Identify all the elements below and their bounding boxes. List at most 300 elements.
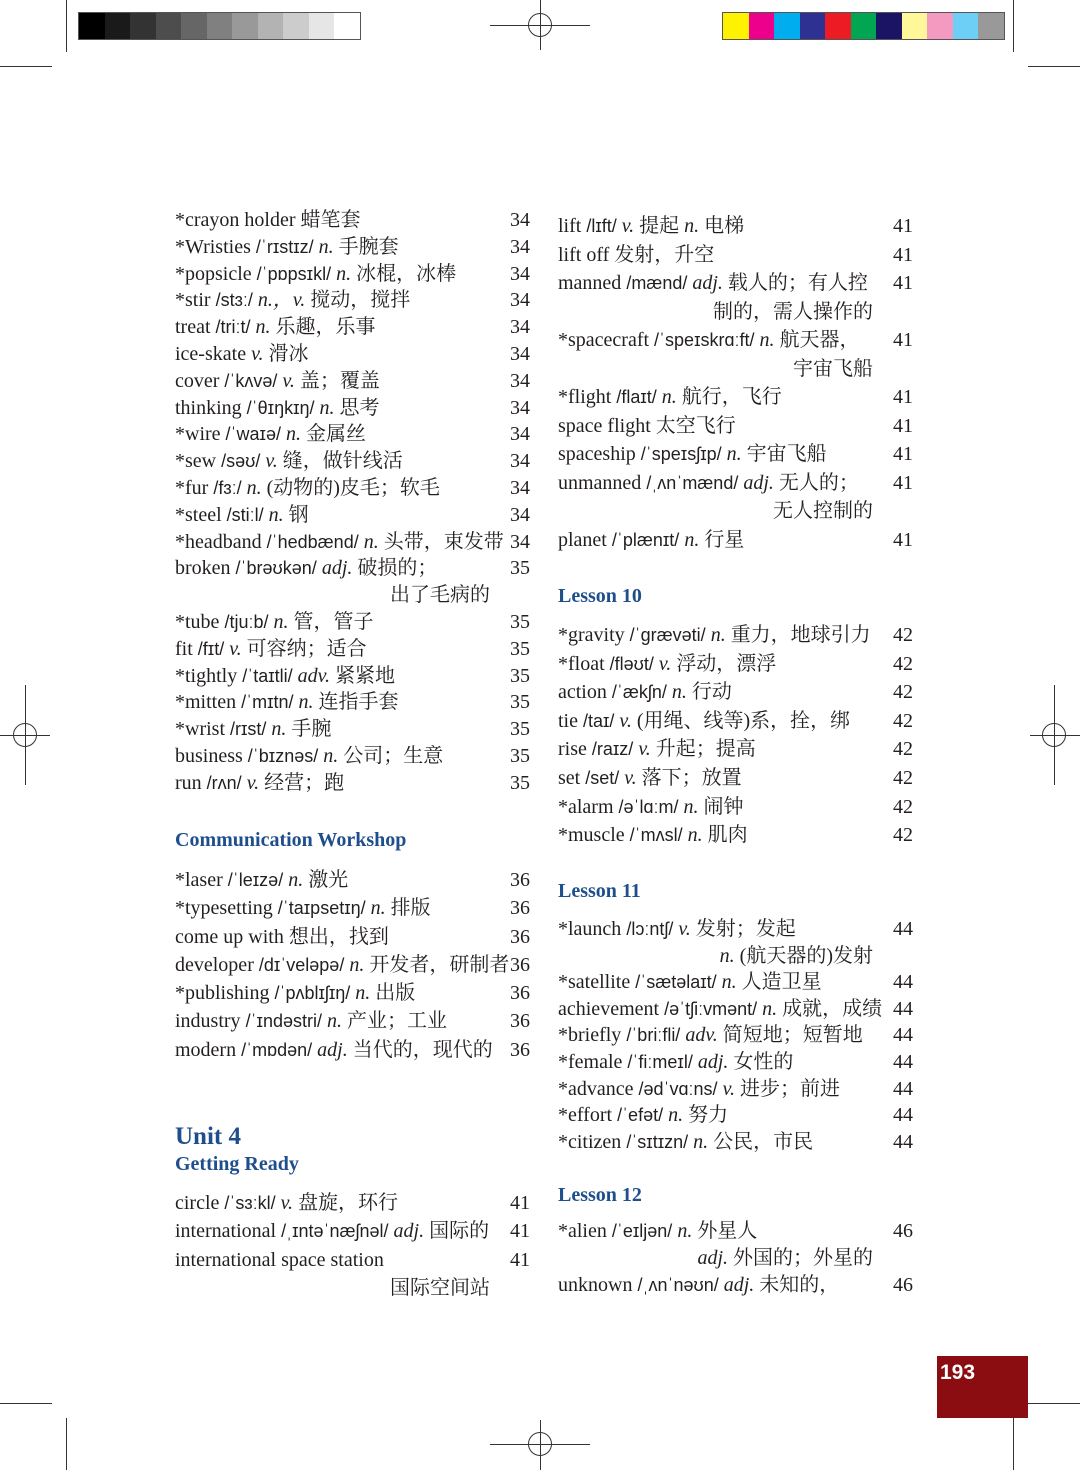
definition: 航天器， — [779, 329, 860, 351]
part-of-speech: n. — [319, 396, 335, 419]
part-of-speech: adv. — [685, 1024, 718, 1047]
definition: 激光 — [308, 869, 349, 891]
headword: *laser — [175, 869, 223, 891]
phonetic: /ˈɡrævəti/ — [629, 625, 706, 645]
definition: 想出，找到 — [288, 925, 389, 948]
page-reference: 34 — [510, 450, 530, 473]
definition: 落下；放置 — [641, 766, 742, 789]
phonetic: /ˈsɜːkl/ — [224, 1193, 276, 1213]
phonetic: /ˈfiːmeɪl/ — [627, 1051, 693, 1072]
phonetic: /ˈkʌvə/ — [224, 370, 278, 391]
entry-text — [558, 1129, 813, 1156]
page-reference: 35 — [510, 691, 530, 714]
definition: 人造卫星 — [741, 971, 822, 994]
page-reference: 36 — [510, 925, 530, 948]
definition: 制的，需人操作的 — [713, 300, 873, 323]
vocab-list-lesson-10 — [558, 621, 913, 850]
color-swatch — [232, 13, 258, 39]
definition: 盖；覆盖 — [299, 369, 380, 392]
vocab-list-getting-ready — [175, 1189, 530, 1302]
phonetic: /ˈbriːfli/ — [626, 1025, 681, 1046]
vocab-entry — [558, 469, 913, 498]
page-reference: 42 — [893, 681, 913, 704]
part-of-speech: n. — [684, 528, 700, 551]
definition: 出版 — [375, 982, 416, 1005]
entry-text — [175, 770, 344, 797]
color-swatch — [978, 13, 1004, 39]
page-reference: 42 — [893, 709, 913, 732]
section-heading-lesson-12: Lesson 12 — [558, 1184, 642, 1206]
vocab-list-lesson-12 — [558, 1218, 913, 1299]
definition: 行动 — [691, 681, 732, 704]
phonetic: /ˈleɪzə/ — [227, 870, 284, 890]
headword: cover — [175, 369, 220, 392]
part-of-speech: v. — [282, 369, 295, 392]
definition: 搅动，搅拌 — [310, 289, 411, 312]
definition: 管，管子 — [293, 610, 374, 633]
phonetic: /ˌʌnˈnəʊn/ — [637, 1275, 719, 1295]
crop-mark — [1013, 0, 1014, 52]
definition: 出了毛病的 — [390, 584, 490, 607]
phonetic: /ˈmɪtn/ — [241, 692, 294, 713]
vocab-entry — [175, 923, 530, 951]
part-of-speech: n. — [255, 316, 271, 339]
page-reference: 35 — [510, 718, 530, 741]
page-reference: 44 — [893, 918, 913, 940]
part-of-speech: adj. — [692, 272, 723, 294]
part-of-speech: n.，v. — [257, 289, 306, 312]
part-of-speech: v. — [624, 766, 637, 789]
headword: modern — [175, 1038, 237, 1061]
vocab-entry — [175, 314, 530, 341]
vocab-entry — [558, 212, 913, 241]
definition: 浮动，漂浮 — [676, 652, 777, 675]
part-of-speech: n. — [370, 897, 386, 920]
page-reference: 36 — [510, 897, 530, 920]
part-of-speech: adj. — [723, 1274, 755, 1296]
headword: *steel — [175, 503, 222, 526]
vocab-entry — [175, 866, 530, 894]
vocab-entry — [558, 326, 913, 355]
page-reference: 36 — [510, 1010, 530, 1033]
entry-text — [175, 923, 389, 951]
crop-mark — [66, 0, 67, 52]
page-reference: 34 — [510, 423, 530, 446]
phonetic: /əˈtʃiːvmənt/ — [664, 998, 758, 1019]
headword: lift off — [558, 243, 610, 266]
page-reference: 34 — [510, 235, 530, 258]
color-swatch — [749, 13, 775, 39]
part-of-speech: n. — [349, 953, 365, 976]
color-swatch — [181, 13, 207, 39]
page-reference: 42 — [893, 795, 913, 818]
vocab-entry — [175, 716, 530, 743]
vocab-entry — [175, 234, 530, 261]
entry-text — [558, 969, 822, 996]
headword: *crayon holder — [175, 209, 296, 231]
headword: industry — [175, 1010, 241, 1033]
vocab-entry — [175, 1189, 530, 1217]
phonetic: /ˈsætəlaɪt/ — [635, 972, 717, 993]
page-reference: 42 — [893, 824, 913, 847]
headword: *sew — [175, 450, 217, 473]
definition: 努力 — [688, 1104, 729, 1127]
part-of-speech: n. — [668, 1104, 684, 1127]
vocab-entry — [175, 341, 530, 368]
vocab-list-lesson-11 — [558, 916, 913, 1155]
vocab-entry — [558, 1218, 913, 1245]
page-reference: 44 — [893, 1077, 913, 1100]
page-number: 193 — [940, 1361, 976, 1384]
part-of-speech: n. — [273, 610, 289, 633]
page-reference: 44 — [893, 1024, 913, 1047]
registration-circle — [528, 13, 552, 37]
headword: *stir — [175, 289, 211, 312]
part-of-speech: v. — [229, 637, 242, 660]
vocab-entry — [175, 502, 530, 529]
page-reference: 41 — [893, 471, 913, 494]
headword: *flight — [558, 386, 612, 408]
page-reference: 44 — [893, 997, 913, 1020]
part-of-speech: n. — [336, 262, 352, 285]
vocab-entry — [175, 261, 530, 288]
color-swatch — [902, 13, 928, 39]
section-heading-communication-workshop: Communication Workshop — [175, 829, 407, 851]
vocab-entry — [175, 663, 530, 690]
entry-text — [558, 1022, 863, 1049]
headword: spaceship — [558, 443, 636, 465]
vocab-entry — [558, 793, 913, 822]
definition-continuation — [558, 497, 913, 526]
vocab-entry — [558, 241, 913, 270]
page-reference: 41 — [893, 386, 913, 408]
page-reference: 41 — [893, 215, 913, 237]
part-of-speech: n. — [693, 1130, 709, 1153]
headword: planet — [558, 528, 607, 551]
part-of-speech: v. — [251, 342, 264, 365]
definition-continuation — [558, 1245, 913, 1272]
phonetic: /ˈpʌblɪʃɪŋ/ — [274, 983, 351, 1004]
vocab-entry — [558, 1102, 913, 1129]
part-of-speech: v. — [678, 918, 691, 940]
definition: 冰棍，冰棒 — [356, 262, 457, 285]
part-of-speech: n. — [719, 944, 735, 967]
definition: 提起 — [639, 215, 680, 237]
page-reference: 35 — [510, 771, 530, 794]
definition: 成就，成绩 — [782, 997, 883, 1020]
part-of-speech: adj. — [697, 1050, 729, 1073]
definition: 电梯 — [704, 215, 745, 237]
definition: 重力，地球引力 — [730, 624, 871, 646]
color-swatch — [130, 13, 156, 39]
entry-text — [558, 707, 850, 736]
entry-text — [175, 866, 348, 894]
phonetic: /ˈbrəʊkən/ — [235, 558, 317, 579]
definition: 发射，升空 — [614, 243, 715, 266]
vocab-entry — [558, 650, 913, 679]
color-swatch — [953, 13, 979, 39]
headword: *tube — [175, 610, 220, 633]
headword: *spacecraft — [558, 329, 650, 351]
entry-text — [175, 979, 415, 1007]
headword: tie — [558, 709, 578, 732]
entry-text — [558, 621, 871, 650]
page-reference: 44 — [893, 1050, 913, 1073]
phonetic: /ˈtaɪtli/ — [242, 665, 293, 686]
headword: thinking — [175, 396, 242, 419]
phonetic: /stiːl/ — [226, 504, 264, 525]
headword: *alien — [558, 1220, 607, 1242]
definition-continuation — [558, 298, 913, 327]
definition: 闹钟 — [703, 795, 744, 818]
entry-text — [558, 793, 744, 822]
color-swatch — [258, 13, 284, 39]
definition: 发射；发起 — [695, 918, 796, 940]
definition: 盘旋，环行 — [298, 1192, 399, 1214]
headword: *fur — [175, 476, 209, 499]
vocab-entry — [175, 1036, 530, 1064]
headword: unknown — [558, 1274, 633, 1296]
color-swatch — [207, 13, 233, 39]
vocab-entry — [558, 969, 913, 996]
headword: *wire — [175, 423, 221, 446]
crop-mark — [0, 66, 52, 67]
headword: *advance — [558, 1077, 634, 1100]
page-reference: 36 — [510, 869, 530, 891]
entry-text — [175, 368, 380, 395]
entry-text — [175, 1189, 398, 1217]
entry-text — [175, 475, 440, 502]
entry-text — [558, 440, 827, 469]
vocab-entry — [558, 526, 913, 555]
definition: 公司；生意 — [343, 744, 444, 767]
entry-text — [558, 650, 776, 679]
definition-continuation — [558, 355, 913, 384]
part-of-speech: v. — [638, 738, 651, 761]
definition: 载人的；有人控 — [727, 272, 868, 294]
entry-text — [558, 916, 796, 943]
page-reference: 35 — [510, 664, 530, 687]
definition: 破损的； — [357, 557, 438, 580]
headword: *briefly — [558, 1024, 622, 1047]
definition: 女性的 — [733, 1050, 794, 1073]
color-swatch — [105, 13, 131, 39]
headword: circle — [175, 1192, 220, 1214]
entry-text — [558, 241, 714, 270]
definition: 思考 — [339, 396, 380, 419]
page-reference: 44 — [893, 971, 913, 994]
definition-continuation — [558, 943, 913, 970]
color-swatch — [309, 13, 335, 39]
headword: *mitten — [175, 691, 237, 714]
headword: *typesetting — [175, 897, 273, 920]
vocab-list-communication-workshop — [175, 866, 530, 1064]
vocab-entry — [558, 996, 913, 1023]
vocab-entry — [558, 678, 913, 707]
vocab-list-unit3-part1 — [175, 207, 530, 797]
part-of-speech: n. — [684, 215, 700, 237]
vocab-entry — [558, 707, 913, 736]
entry-text — [558, 412, 736, 441]
definition: 手腕套 — [338, 235, 399, 258]
entry-text — [175, 609, 373, 636]
definition-continuation — [175, 582, 530, 609]
phonetic: /ədˈvɑːns/ — [638, 1078, 718, 1099]
phonetic: /dɪˈveləpə/ — [258, 954, 345, 975]
page-reference: 36 — [510, 1038, 530, 1061]
entry-text — [175, 234, 399, 261]
definition: (用绳、线等)系，拴，绑 — [636, 709, 851, 732]
definition-continuation — [175, 1274, 530, 1302]
color-swatch — [927, 13, 953, 39]
section-heading-lesson-11: Lesson 11 — [558, 880, 641, 902]
definition: 排版 — [390, 897, 431, 920]
page-reference: 35 — [510, 557, 530, 580]
headword: *tightly — [175, 664, 238, 687]
headword: *publishing — [175, 982, 270, 1005]
phonetic: /tjuːb/ — [224, 611, 269, 632]
definition: 外星人 — [697, 1220, 758, 1242]
entry-text — [175, 207, 361, 234]
entry-text — [175, 555, 437, 582]
definition: 未知的， — [759, 1274, 840, 1296]
entry-text — [175, 1246, 384, 1274]
phonetic: /raɪz/ — [591, 739, 634, 760]
vocab-entry — [558, 1129, 913, 1156]
vocab-entry — [558, 916, 913, 943]
vocab-entry — [175, 743, 530, 770]
page-reference: 34 — [510, 476, 530, 499]
page-reference: 34 — [510, 396, 530, 419]
vocab-entry — [175, 689, 530, 716]
page-reference: 36 — [510, 982, 530, 1005]
definition: 宇宙飞船 — [793, 357, 873, 380]
page-reference: 35 — [510, 744, 530, 767]
part-of-speech: v. — [280, 1192, 294, 1214]
entry-text — [175, 287, 410, 314]
phonetic: /lɔːntʃ/ — [626, 919, 674, 939]
page-reference: 34 — [510, 530, 530, 553]
definition: 钢 — [288, 503, 309, 526]
headword: *alarm — [558, 795, 614, 818]
color-swatch — [334, 13, 360, 39]
headword: rise — [558, 738, 587, 761]
definition: 头带，束发带 — [383, 530, 504, 553]
phonetic: /ˈækʃn/ — [611, 682, 667, 703]
headword: come up with — [175, 925, 284, 948]
vocab-entry — [175, 1007, 530, 1035]
definition: (航天器的)发射 — [739, 944, 873, 967]
definition: 太空飞行 — [655, 414, 736, 437]
crop-mark — [1028, 1403, 1080, 1404]
part-of-speech: n. — [683, 795, 699, 818]
headword: *launch — [558, 918, 622, 940]
part-of-speech: v. — [621, 215, 635, 237]
entry-text — [558, 1049, 793, 1076]
vocab-entry — [175, 1246, 530, 1274]
page-reference: 41 — [510, 1248, 530, 1271]
page-reference: 34 — [510, 316, 530, 339]
entry-text — [558, 764, 742, 793]
phonetic: /ˌʌnˈmænd/ — [646, 472, 739, 493]
phonetic: /ˈefət/ — [617, 1105, 664, 1126]
definition: 乐趣，乐事 — [275, 316, 376, 339]
part-of-speech: n. — [661, 386, 677, 408]
color-swatch — [825, 13, 851, 39]
registration-circle — [1042, 723, 1066, 747]
phonetic: /ˈɪndəstri/ — [245, 1011, 322, 1032]
entry-text — [558, 735, 756, 764]
definition: 航行，飞行 — [681, 386, 782, 408]
page-reference: 34 — [510, 289, 530, 312]
headword: *wrist — [175, 718, 225, 741]
page-reference: 35 — [510, 637, 530, 660]
part-of-speech: n. — [721, 971, 737, 994]
part-of-speech: n. — [671, 681, 687, 704]
phonetic: /fɜː/ — [213, 477, 242, 498]
color-swatch — [800, 13, 826, 39]
part-of-speech: n. — [762, 997, 778, 1020]
phonetic: /ˈspeɪskrɑːft/ — [654, 330, 755, 350]
entry-text — [175, 716, 331, 743]
entry-text — [175, 1217, 489, 1245]
part-of-speech: adj. — [321, 557, 353, 580]
phonetic: /ˈwaɪə/ — [225, 424, 281, 445]
phonetic: /ˈmɒdən/ — [241, 1039, 313, 1060]
entry-text — [175, 395, 380, 422]
phonetic: /mænd/ — [626, 273, 688, 293]
crop-mark — [1013, 1418, 1014, 1470]
headword: *satellite — [558, 971, 631, 994]
definition: 公民，市民 — [713, 1130, 814, 1153]
vocab-entry — [558, 269, 913, 298]
page-reference: 42 — [893, 766, 913, 789]
phonetic: /ˌɪntəˈnæʃnəl/ — [281, 1221, 389, 1242]
vocab-entry — [175, 207, 530, 234]
entry-text — [175, 1036, 493, 1064]
phonetic: /ˈsɪtɪzn/ — [626, 1131, 689, 1152]
headword: *headband — [175, 530, 262, 553]
vocab-entry — [175, 368, 530, 395]
headword: achievement — [558, 997, 660, 1020]
vocab-entry — [175, 395, 530, 422]
page-reference: 41 — [893, 243, 913, 266]
page-reference: 41 — [893, 329, 913, 351]
phonetic: /triːt/ — [215, 317, 251, 338]
phonetic: /ˈrɪstɪz/ — [255, 236, 314, 257]
definition: (动物的)皮毛；软毛 — [266, 476, 440, 499]
definition: 肌肉 — [707, 824, 748, 847]
entry-text — [175, 894, 431, 922]
part-of-speech: v. — [722, 1077, 735, 1100]
definition: 国际空间站 — [390, 1276, 490, 1299]
unit-subtitle: Getting Ready — [175, 1153, 299, 1175]
headword: international — [175, 1220, 277, 1243]
phonetic: /ˈhedbænd/ — [266, 531, 359, 552]
headword: ice-skate — [175, 342, 247, 365]
entry-text — [558, 821, 748, 850]
headword: developer — [175, 953, 254, 976]
headword: *Wristies — [175, 235, 251, 258]
entry-text — [175, 448, 403, 475]
vocab-entry — [175, 951, 530, 979]
color-swatch — [156, 13, 182, 39]
part-of-speech: n. — [323, 744, 339, 767]
part-of-speech: n. — [363, 530, 379, 553]
headword: *effort — [558, 1104, 613, 1127]
section-heading-lesson-10: Lesson 10 — [558, 585, 642, 607]
page-reference: 34 — [510, 342, 530, 365]
